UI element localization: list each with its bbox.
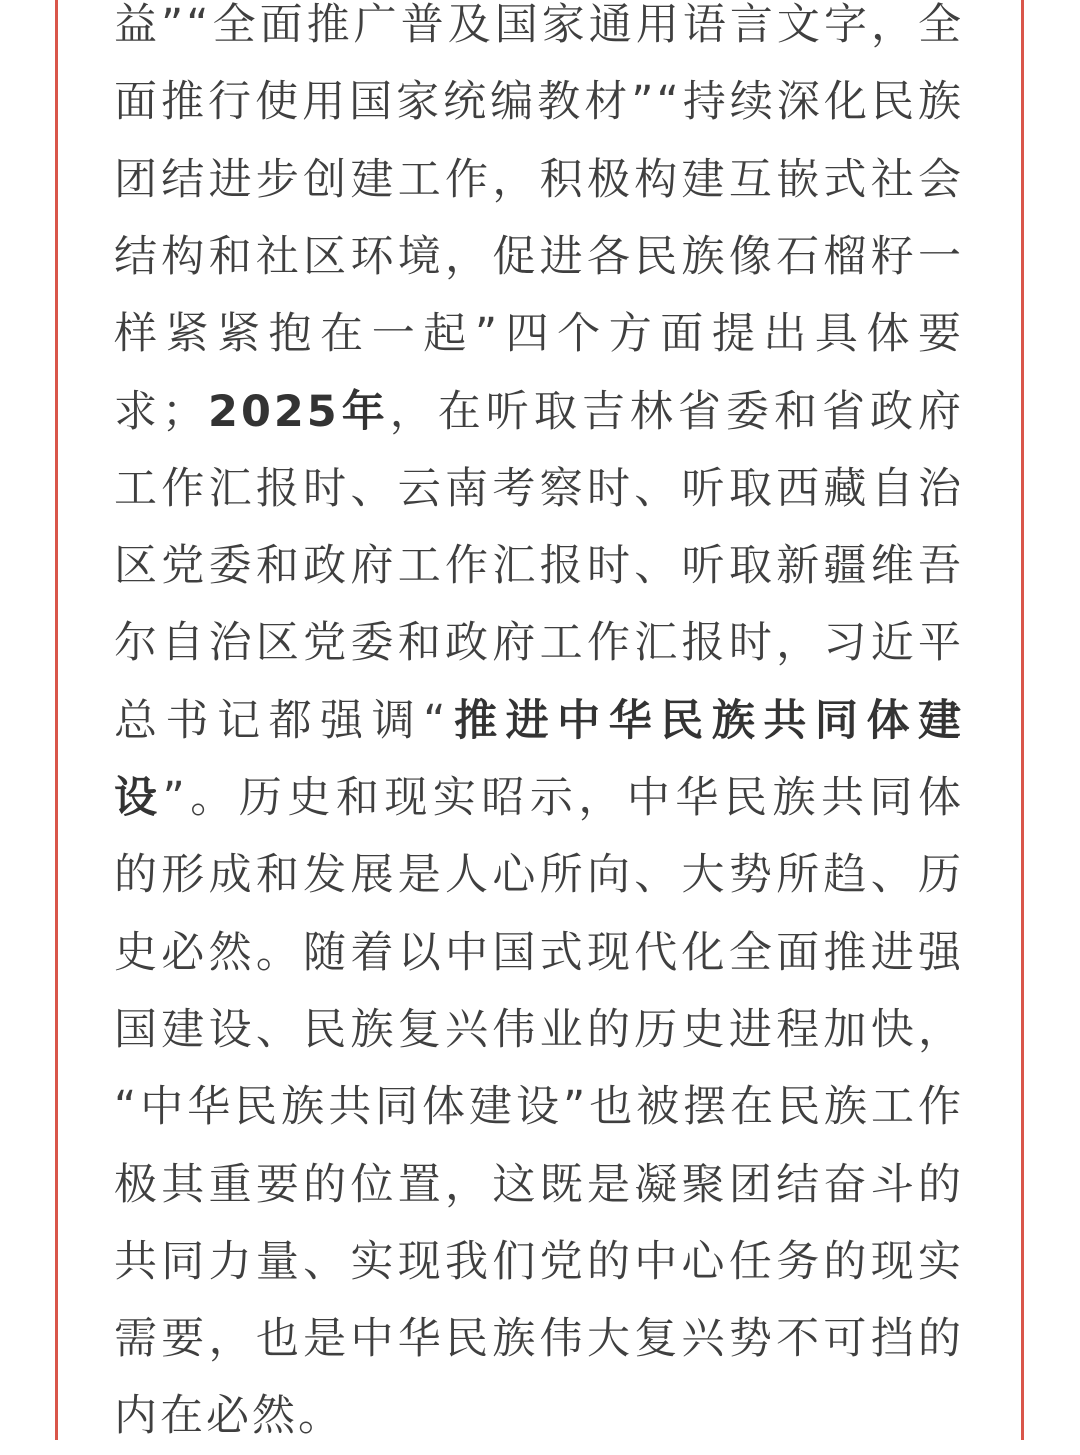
- left-border-line: [55, 0, 58, 1440]
- text-segment: 团结进步创建工作，积极构建互嵌式社会: [114, 154, 964, 205]
- text-segment: 工作汇报时、云南考察时、听取西藏自治: [114, 463, 964, 514]
- text-segment: ”。历史和现实昭示，中华民族共同体: [162, 773, 964, 823]
- text-segment: “中华民族共同体建设”也被摆在民族工作: [114, 1082, 964, 1133]
- emphasized-text: 设: [114, 773, 163, 823]
- text-line: [114, 915, 964, 992]
- text-line: [114, 1378, 964, 1455]
- text-segment: 内在必然。: [114, 1391, 344, 1442]
- emphasized-text: 2025年: [208, 386, 390, 437]
- text-line: [114, 1147, 964, 1224]
- text-segment: 益”“全面推广普及国家通用语言文字，全: [114, 0, 964, 50]
- text-line: [114, 451, 964, 528]
- text-segment: 国建设、民族复兴伟业的历史进程加快，: [114, 1004, 964, 1055]
- text-line: [114, 1224, 964, 1301]
- text-line: [114, 374, 964, 451]
- right-border-line: [1021, 0, 1024, 1440]
- text-segment: 样紧紧抱在一起”四个方面提出具体要: [114, 309, 964, 360]
- text-segment: 求；: [114, 386, 209, 437]
- text-line: [114, 142, 964, 219]
- text-line: [114, 1301, 964, 1378]
- text-line: [114, 0, 964, 64]
- text-segment: 极其重要的位置，这既是凝聚团结奋斗的: [114, 1159, 964, 1210]
- text-segment: 史必然。随着以中国式现代化全面推进强: [114, 927, 964, 978]
- text-line: [114, 1069, 964, 1146]
- text-line: [114, 683, 964, 760]
- text-segment: 区党委和政府工作汇报时、听取新疆维吾: [114, 541, 964, 592]
- text-line: [114, 760, 964, 837]
- text-segment: 共同力量、实现我们党的中心任务的现实: [114, 1236, 964, 1287]
- text-segment: 尔自治区党委和政府工作汇报时，习近平: [114, 618, 964, 669]
- text-line: [114, 605, 964, 682]
- text-line: [114, 992, 964, 1069]
- text-line: [114, 528, 964, 605]
- text-segment: 面推行使用国家统编教材”“持续深化民族: [114, 77, 964, 128]
- text-line: [114, 219, 964, 296]
- text-segment: 结构和社区环境，促进各民族像石榴籽一: [114, 231, 964, 282]
- text-line: [114, 64, 964, 141]
- text-segment: 需要，也是中华民族伟大复兴势不可挡的: [114, 1314, 964, 1365]
- text-segment: 的形成和发展是人心所向、大势所趋、历: [114, 850, 964, 901]
- text-line: [114, 837, 964, 914]
- text-segment: ，在听取吉林省委和省政府: [389, 386, 965, 437]
- text-line: [114, 296, 964, 373]
- emphasized-text: 推进中华民族共同体建: [448, 695, 964, 746]
- text-segment: 总书记都强调“: [114, 695, 449, 746]
